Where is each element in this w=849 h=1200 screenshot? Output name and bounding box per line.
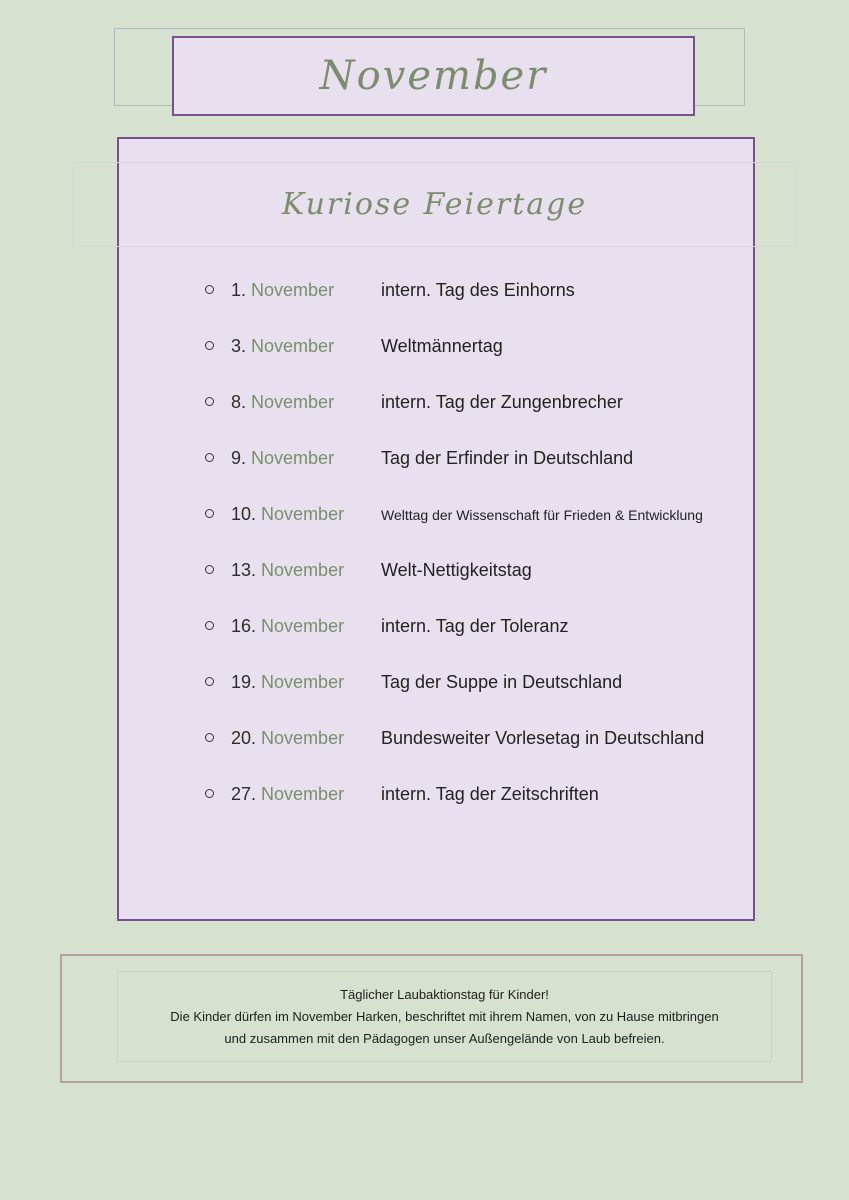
holiday-date: 19. November bbox=[231, 672, 345, 692]
holiday-name: intern. Tag der Zeitschriften bbox=[381, 784, 599, 804]
holiday-name: intern. Tag des Einhorns bbox=[381, 280, 575, 300]
title-box bbox=[172, 36, 695, 116]
list-item bbox=[205, 445, 765, 475]
holiday-name: Tag der Erfinder in Deutschland bbox=[381, 448, 634, 468]
note-heading: Täglicher Laubaktionstag für Kinder! bbox=[340, 986, 549, 1002]
holiday-date: 1. November bbox=[231, 280, 335, 300]
list-item bbox=[205, 277, 765, 307]
card-subtitle: Kuriose Feiertage bbox=[281, 187, 588, 222]
list-item bbox=[205, 389, 765, 419]
holiday-date: 3. November bbox=[231, 336, 335, 356]
holiday-date: 16. November bbox=[231, 616, 345, 636]
circle-bullet-icon bbox=[205, 509, 214, 518]
circle-bullet-icon bbox=[205, 733, 214, 742]
circle-bullet-icon bbox=[205, 621, 214, 630]
note-text-line: Die Kinder dürfen im November Harken, beschriftet mit ihrem Namen, von zu Hause mitbringen bbox=[170, 1008, 719, 1024]
holiday-date: 13. November bbox=[231, 560, 345, 580]
holiday-name: intern. Tag der Toleranz bbox=[381, 616, 569, 636]
circle-bullet-icon bbox=[205, 453, 214, 462]
list-item bbox=[205, 669, 765, 699]
holiday-date: 27. November bbox=[231, 784, 345, 804]
list-item bbox=[205, 557, 765, 587]
note-text-line: und zusammen mit den Pädagogen unser Außengelände von Laub befreien. bbox=[224, 1030, 665, 1046]
list-item bbox=[205, 725, 765, 755]
holiday-date: 10. November bbox=[231, 504, 345, 524]
holiday-name: Welt-Nettigkeitstag bbox=[381, 560, 532, 580]
circle-bullet-icon bbox=[205, 397, 214, 406]
note-box bbox=[117, 971, 772, 1062]
list-item bbox=[205, 501, 765, 531]
page-title: November bbox=[319, 53, 548, 99]
holiday-name: Tag der Suppe in Deutschland bbox=[381, 672, 623, 692]
circle-bullet-icon bbox=[205, 565, 214, 574]
holiday-name: Weltmännertag bbox=[381, 336, 503, 356]
list-item bbox=[205, 613, 765, 643]
list-item bbox=[205, 333, 765, 363]
holiday-date: 8. November bbox=[231, 392, 335, 412]
holiday-name: Bundesweiter Vorlesetag in Deutschland bbox=[381, 728, 705, 748]
holiday-name: Welttag der Wissenschaft für Frieden & Entwicklung bbox=[381, 507, 703, 523]
circle-bullet-icon bbox=[205, 341, 214, 350]
circle-bullet-icon bbox=[205, 285, 214, 294]
circle-bullet-icon bbox=[205, 677, 214, 686]
subtitle-frame bbox=[72, 162, 797, 247]
list-item bbox=[205, 781, 765, 811]
holiday-name: intern. Tag der Zungenbrecher bbox=[381, 392, 623, 412]
holiday-date: 20. November bbox=[231, 728, 345, 748]
holiday-date: 9. November bbox=[231, 448, 335, 468]
circle-bullet-icon bbox=[205, 789, 214, 798]
